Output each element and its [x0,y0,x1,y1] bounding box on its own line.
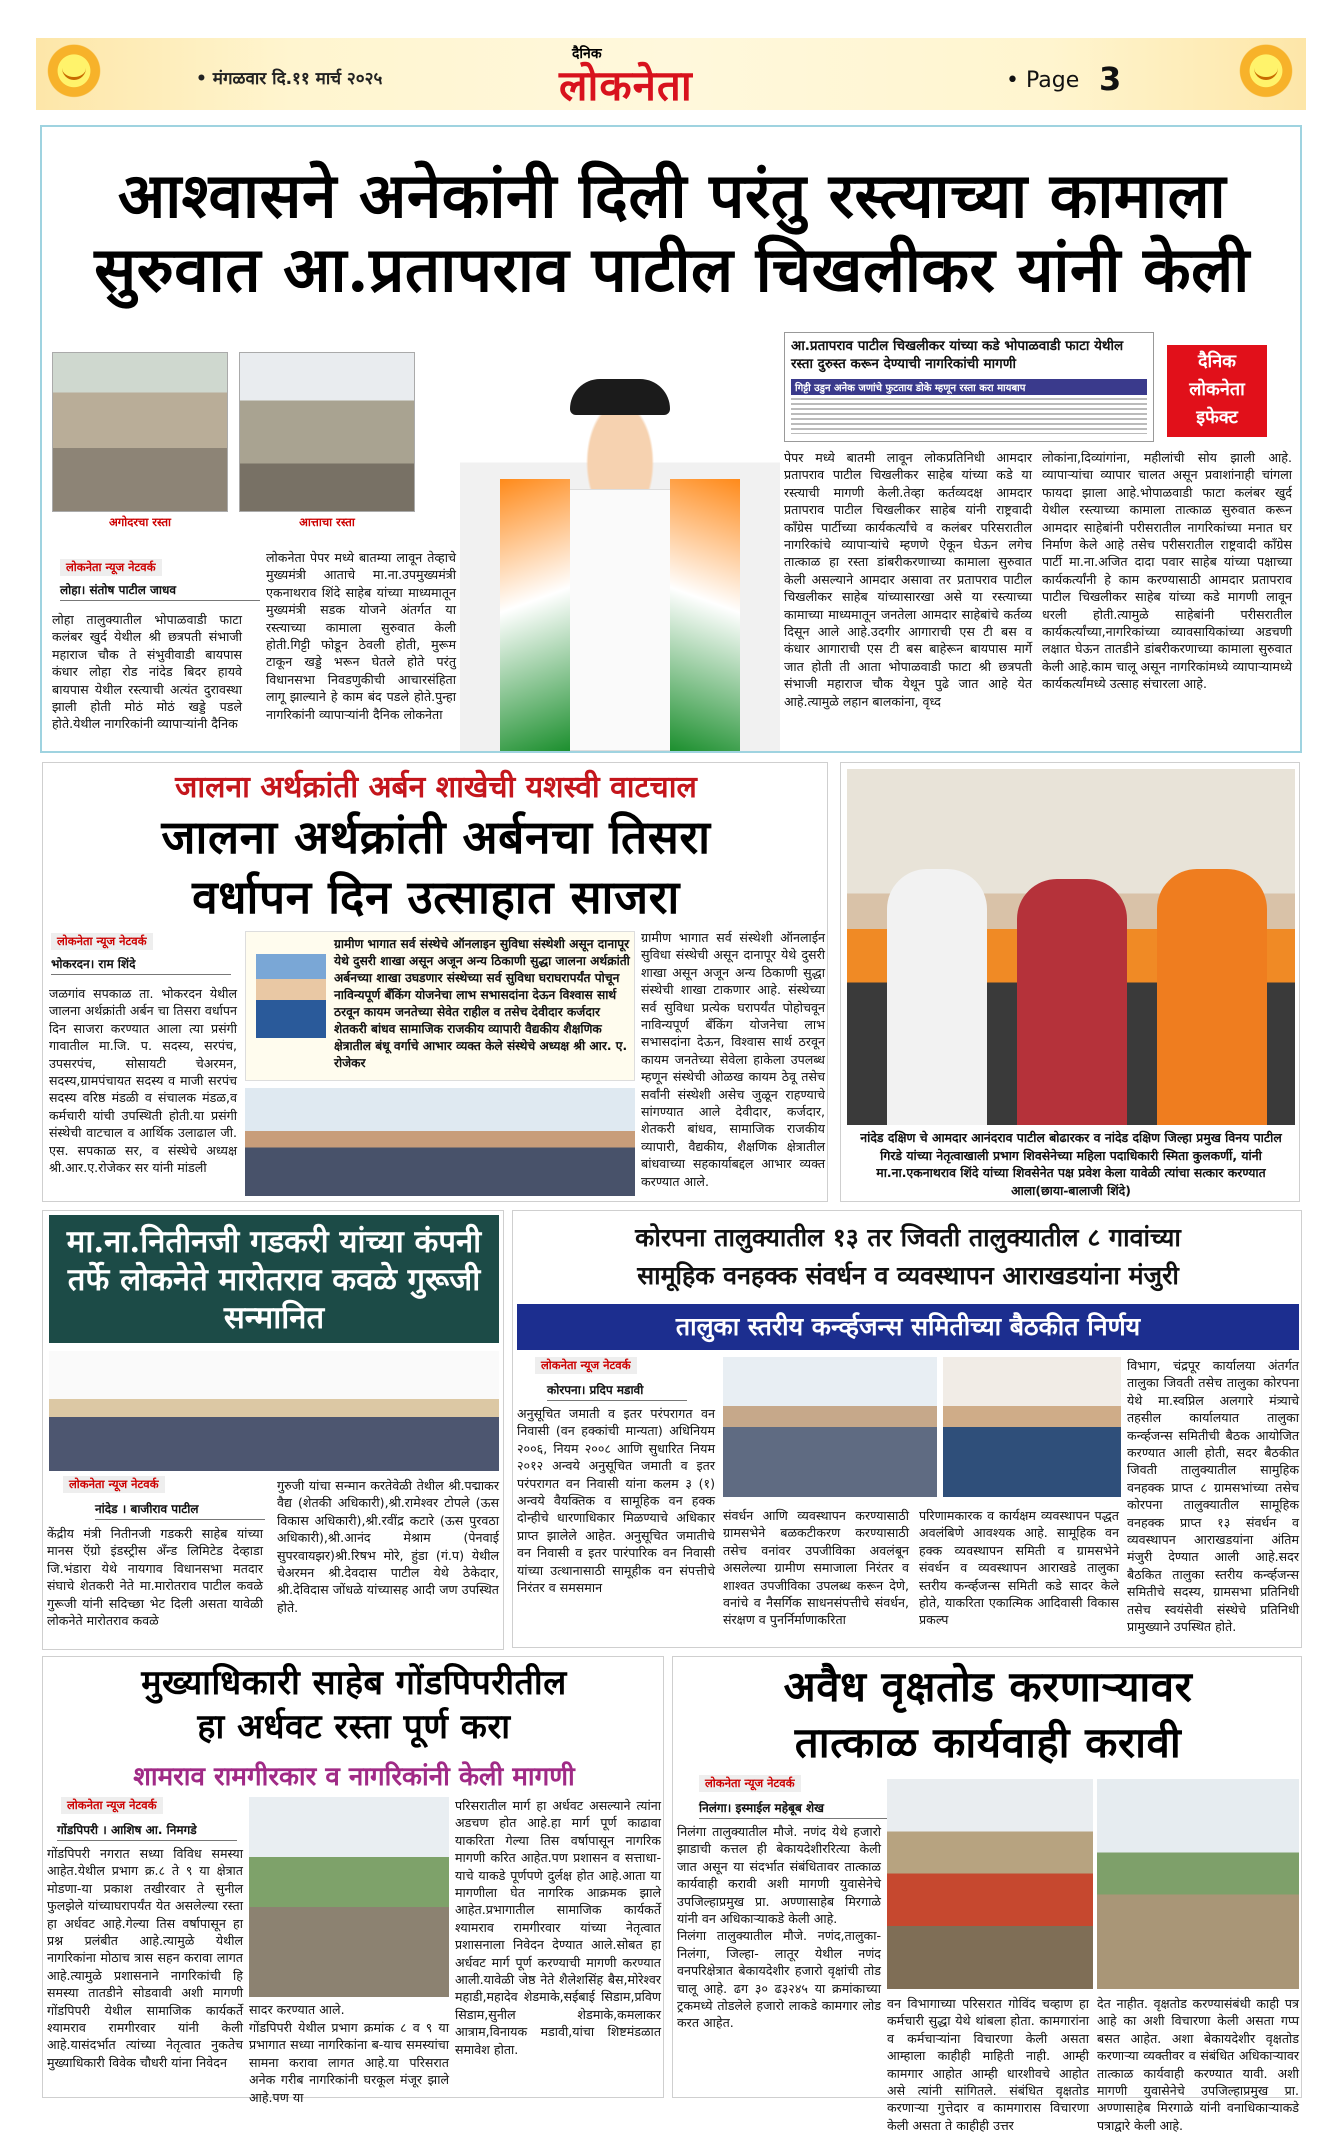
issue-date: • मंगळवार दि.११ मार्च २०२५ [196,69,383,89]
story-gadkari-honour [42,1210,504,1650]
story-shivsena-entry [840,762,1300,1202]
body-col-4: विभाग, चंद्रपूर कार्यालया अंतर्गत तालुका जिवती तसेच तालुका कोरपना येथे मा.स्वप्निल अलगारे मंत्र्याचे तहसील कार्यालयात तालुका कर्न्व्हजन्स समितीची बैठक आयोजित करण्यात आली होती, सदर बैठकीत जिवती तालुक्यातील सामुहिक वनहक्क प्राप्त ८ ग्रामसभांच्या तसेच कोरपना तालुक्यातील सामूहिक वनहक्क प्राप्त १३ संवर्धन व व्यवस्थापन आराखडयांना अंतिम मंजुरी देण्यात आली आहे.सदर बैठकित तालुका स्तरीय कर्न्व्हजन्स समितीचे सदस्य, ग्रामसभा प्रतिनिधी तसेच स्वयंसेवी संस्थेचे प्रतिनिधी प्रामुख्याने उपस्थित होते. [1127,1358,1304,1635]
highlight-text: ग्रामीण भागात सर्व संस्थेचे ऑनलाइन सुविधा संस्थेशी असून दानापूर येथे दुसरी शाखा असून अजून अन्य ठिकाणी सुद्धा जालना अर्थक्रांती अर्बनच्या शाखा उघडणार संस्थेच्या सर्व सुविधा घराघरापर्यंत पोचून नाविन्यपूर्ण बँकिंग योजनेचा लाभ सभासदांना देऊन विश्वास सार्थ ठरवून कायम जनतेच्या सेवेत राहील व तसेच देवीदार कर्जदार शेतकरी बांधव सामाजिक राजकीय व्यापारी वैद्यकीय शैक्षणिक क्षेत्रातील बंधू वर्गाचे आभार व्यक्त केले संस्थेचे अध्यक्ष श्री आर. ए. रोजेकर [334,937,630,1070]
sun-icon [42,42,106,106]
body-col-1: गोंडपिपरी नगरात सध्या विविध समस्या आहेत.येथील प्रभाग क्र.८ ते ९ या क्षेत्रात मोडणा-या प्रकाश तखीरवार ते सुनील फुलझेले यांच्याघरापर्यंत येत असलेल्या रस्ता हा अर्धवट आहे.गेल्या तिस वर्षापासून हा प्रश्न प्रलंबीत आहे.त्यामुळे येथील नागरिकांना मोठाच त्रास सहन करावा लागत आहे.त्यामुळे प्रशासनाने नागरिकांची हि समस्या तातडीने सोडवावी अशी मागणी गोंडपिपरी येथील सामाजिक कार्यकर्ते श्यामराव रामगीरवार यांनी केली आहे.यासंदर्भात त्यांच्या नेतृत्वात नुकतेच मुख्याधिकारी विवेक चौधरी यांना निवेदन [47,1846,248,2070]
photo-group [49,1351,499,1471]
photo-caption: सादर करण्यात आले. [249,2002,345,2017]
body-col-2: गोंडपिपरी येथील प्रभाग क्रमांक ८ व ९ या प्रभागात सध्या नागरिकांना ब-याच समस्यांचा सामना करावा लागत आहे.या परिसरात अनेक गरीब नागरिकांनी घरकूल मंजूर झाले आहे.पण या [249,2020,454,2105]
caption-before: अगोदरचा रस्ता [108,515,172,529]
photo-meeting-2 [943,1357,1121,1497]
kicker: जालना अर्थक्रांती अर्बन शाखेची यशस्वी वाटचाल [175,770,697,805]
byline: लोहा। संतोष पाटील जाधव [60,581,260,601]
photo-meeting-1 [723,1357,937,1497]
story-jalna-urban [42,762,828,1202]
page-label: • Page [1006,68,1080,93]
kicker: शामराव रामगीरकार व नागरिकांनी केली मागणी [133,1762,575,1792]
subhead-band [517,1304,1299,1350]
body-col-2: लोकनेता पेपर मध्ये बातम्या लावून तेव्हाचे मुख्यमंत्री आताचे मा.ना.उपमुख्यमंत्री एकनाथराव शिंदे साहेब यांच्या माध्यमातून मुख्यमंत्री सडक योजने अंतर्गत या रस्त्याच्या कामाला सुरुवात केली होती.गिट्टी फोडून ठेवली होती, मुरूम टाकून खड्डे भरून घेतले होते परंतु विधानसभा निवडणुकीची आचारसंहिता लागू झाल्याने हे काम बंद पडले होते.पुन्हा नागरिकांनी व्यापाऱ्यांनी दैनिक लोकनेता [266,550,461,722]
byline: भोकरदन। राम शिंदे [51,955,231,975]
headline: अवैध वृक्षतोड करणाऱ्यावर तात्काळ कार्यवाही करावी [783,1662,1193,1767]
network-tag: लोकनेता न्यूज नेटवर्क [63,1476,165,1493]
photo-event [245,1088,635,1196]
paper-name: लोकनेता [559,61,693,110]
subhead: तालुका स्तरीय कर्न्व्हजन्स समितीच्या बैठकीत निर्णय [675,1312,1141,1341]
headline: मुख्याधिकारी साहेब गोंडपिपरीतील हा अर्धवट रस्ता पूर्ण करा [141,1663,567,1747]
headline: मा.ना.नितीनजी गडकरी यांच्या कंपनी तर्फे लोकनेते मारोतराव कवळे गुरूजी सन्मानित [66,1224,482,1336]
photo-felicitation [847,769,1295,1125]
network-tag: लोकनेता न्यूज नेटवर्क [535,1357,637,1374]
network-tag: लोकनेता न्यूज नेटवर्क [51,933,153,950]
photo-caption: नांदेड दक्षिण चे आमदार आनंदराव पाटील बोढारकर व नांदेड दक्षिण जिल्हा प्रमुख विनय पाटील गिरडे यांच्या नेतृत्वाखाली प्रभाग शिवसेनेच्या महिला पदाधिकारी स्मिता कुलकर्णी, यांनी मा.ना.एकनाथराव शिंदे यांच्या शिवसेनेत पक्ष प्रवेश केला यावेळी त्यांचा सत्कार करण्यात आला(छाया-बालाजी शिंदे) [860,1130,1282,1198]
sun-icon [1234,42,1298,106]
story-forest-rights [512,1210,1302,1648]
body-col-2: गुरुजी यांचा सन्मान करतेवेळी तेथील श्री.पद्माकर वैद्य (शेतकी अधिकारी),श्री.रामेश्वर टोपले (ऊस विकास अधिकारी),श्री.रवींद्र कटारे (ऊस पुरवठा अधिकारी),श्री.आनंद मेश्राम (पेनवाई सुपरवायझर)श्री.रिषभ मोरे, हुंडा (गं.प) येथील चेअरमन श्री.देवदास पाटील येथे ठेकेदार, श्री.देविदास जोंधळे यांच्यासह आदी जण उपस्थित होते. [277,1478,504,1615]
byline: गोंडपिपरी । आशिष आ. निमगडे [57,1821,237,1841]
highlight-box [245,931,635,1081]
body-col-1: जळगांव सपकाळ ता. भोकरदन येथील जालना अर्थक्रांती अर्बन चा तिसरा वर्धापन दिन साजरा करण्यात आला त्या प्रसंगी गावातील मा.जि. प. सदस्य, सरपंच, उपसरपंच, सोसायटी चेअरमन, सदस्य,ग्रामपंचायत सदस्य व माजी सरपंच सदस्य वरिष्ठ मंडळी व संचालक मंडळ,व कर्मचारी यांची उपस्थिती होती.या प्रसंगी संस्थेची वाटचाल व आर्थिक उलाढाल जी. एस. सपकाळ सर, व संस्थेचे अध्यक्ष श्री.आर.ए.रोजेकर सर यांनी मांडली [49,986,242,1176]
byline: नांदेड । बाजीराव पाटील [95,1500,265,1520]
body-col-1: अनुसूचित जमाती व इतर परंपरागत वन निवासी (वन हक्कांची मान्यता) अधिनियम २००६, नियम २००८ आणि सुधारित नियम २०१२ अन्वये अनुसूचित जमाती व इतर परंपरागत वन निवासी यांना कलम ३ (१) अन्वये वैयक्तिक व सामूहिक वन हक्क दोन्हीचे धारणाधिकार मिळण्याचे अधिकार प्राप्त झालेले आहेत. अनुसूचित जमातीचे वन निवासी व इतर पारंपारिक वन निवासी यांच्या उत्थानासाठी सामूहीक वन संपत्तीचे निरंतर व समसमान [517,1406,720,1596]
byline: निलंगा। इस्माईल महेबूब शेख [699,1799,899,1819]
photo-lane [249,1797,449,1997]
body-col-3: देत नाहीत. वृक्षतोड करण्यासंबंधी काही पत्र आहे का अशी विचारणा केली असता गप्प बसत आहेत. अशा बेकायदेशीर वृक्षतोड करणाऱ्या व्यक्तीवर व संबंधित अधिकाऱ्यावर तात्काळ कार्यवाही करण्यात यावी. अशी मागणी युवासेनेचे उपजिल्हाप्रमुख प्रा. अण्णासाहेब मिरगाळे यांनी वनाधिकाऱ्याकडे पत्राद्वारे केली आहे. [1097,1996,1304,2133]
body-col-3: ग्रामीण भागात सर्व संस्थेशी ऑनलाईन सुविधा संस्थेची असून दानापूर येथे दुसरी शाखा असून अजून अन्य ठिकाणी सुद्धा संस्थेची शाखा टाकणार आहे. संस्थेच्या सर्व सुविधा प्रत्येक घरापर्यंत पोहोचवून नाविन्यपूर्ण बँकिंग योजनेचा लाभ सभासदांना देऊन, विश्वास सार्थ ठरवून कायम जनतेच्या सेवेला हाकेला उपलब्ध म्हणून संस्थेची ओळख कायम ठेवू तसेच सर्वांनी संस्थेशी असेच जुळून राहण्याचे सांगण्यात आले देवीदार, कर्जदार, शेतकरी बांधव, सामाजिक राजकीय व्यापारी, वैद्यकीय, शैक्षणिक क्षेत्रातील बांधवाच्या सहकार्याबद्दल आभार व्यक्त करण्यात आले. [641,930,830,1189]
caption-now: आत्ताचा रस्ता [299,515,355,529]
story-road-work [40,125,1302,753]
effect-badge: दैनिक लोकनेता इफेक्ट [1167,345,1267,437]
body-col-1: लोहा तालुक्यातील भोपाळवाडी फाटा कलंबर खुर्द येथील श्री छत्रपती संभाजी महाराज चौक ते संभुवीवाडी बायपास कंधार लोहा रोड नांदेड बिदर हायवे बायपास येथील रस्त्याची अत्यंत दुरावस्था झाली होती मोठं मोठं खड्डे पडले होते.येथील नागरिकांनी व्यापाऱ्यांनी दैनिक [52,612,247,732]
headline: कोरपना तालुक्यातील १३ तर जिवती तालुक्यातील ८ गावांच्या सामूहिक वनहक्क संवर्धन व व्यवस्थापन आराखडयांना मंजुरी [635,1223,1181,1290]
body-col-3: परिसरातील मार्ग हा अर्धवट असल्याने त्यांना अडचण होत आहे.हा मार्ग पूर्ण काढावा याकरिता गेल्या तिस वर्षापासून नागरिक मागणी करित आहेत.पण प्रशासन व सत्ताधा-याचे याकडे पूर्णपणे दुर्लक्ष होत आहे.आता या मागणीला घेत नागरिक आक्रमक झाले आहेत.प्रभागातील सामाजिक कार्यकर्ते श्यामराव रामगीरवार यांच्या नेतृत्वात प्रशासनाला निवेदन देण्यात आले.सोबत हा अर्धवट मार्ग पूर्ण करण्याची मागणी करण्यात आली.यावेळी जेष्ठ नेते शैलेशसिंह बैस,मोरेश्वर महाडी,महादेव शेडमाके,सईबाई सिडाम,प्रविण सिडाम,सुनील शेडमाके,कमलाकर आत्राम,विनायक मडावी,यांचा शिष्टमंडळात समावेश होता. [455,1798,666,2057]
photo-road-before [52,352,228,512]
story-gondpipri-road [42,1656,666,2105]
news-clipping: आ.प्रतापराव पाटील चिखलीकर यांच्या कडे भोपाळवाडी फाटा येथील रस्ता दुरुस्त करून देण्याची नागरिकांची मागणी गिट्टी उडुन अनेक जणांचे फुटताय डोके म्हणून रस्ता करा मायबाप [784,332,1154,442]
photo-mla-portrait [460,339,780,751]
body-col-1: केंद्रीय मंत्री नितीनजी गडकरी साहेब यांच्या मानस ऍग्रो इंडस्ट्रीस अँन्ड लिमिटेड देव्हाडा जि.भंडारा येथे नायगाव विधानसभा मतदार संघाचे शेतकरी नेते मा.मारोतराव पाटील कवळे गुरूजी यांनी सदिच्छा भेट दिली असता यावेळी लोकनेते मारोतराव कवळे [47,1526,268,1629]
headline: आश्वासने अनेकांनी दिली परंतु रस्त्याच्या कामाला सुरुवात आ.प्रतापराव पाटील चिखलीकर यांनी केली [94,159,1250,306]
photo-truck [887,1779,1093,1989]
photo-site [1097,1779,1299,1989]
masthead [36,38,1306,110]
body-col-4: लोकांना,दिव्यांगांना, महीलांची सोय झाली आहे. व्यापाऱ्यांचा व्यापार चालत असून प्रवाशांनाही चांगला फायदा झाला आहे.भोपाळवाडी फाटा कलंबर खुर्द येथील रस्त्याच्या कामाला तात्काळ सुरुवात करून आमदार साहेबांनी परीसरातील नागरिकांच्या मनात घर निर्माण केले आहे तसेच परीसरातील राष्ट्रवादी कॉंग्रेस पार्टी मा.ना.अजित दादा पवार साहेब यांच्या पक्षाच्या कार्यकर्त्यांनी हे काम करण्यासाठी आमदार प्रतापराव पाटील चिखलीकर साहेब यांच्या कडे मागणी लावून धरली होती.त्यामुळे साहेबांनी परीसरातील कार्यकर्त्यांच्या,नागरिकांच्या व्यावसायिकांच्या अडचणी लक्षात घेऊन तातडीने डांबरीकरणाच्या कामाला सुरुवात केली आहे.काम चालू असून नागरिकांमध्ये व्यापाऱ्यामध्ये कार्यकर्त्यांमध्ये उत्साह संचारला आहे. [1042,450,1297,692]
body-col-3: परिणामकारक व कार्यक्षम व्यवस्थापन पद्धत अवलंबिणे आवश्यक आहे. सामूहिक वन हक्क व्यवस्थापन समिती व ग्रामसभेने संवर्धन व व्यवस्थापन आराखडे तालुका स्तरीय कर्न्व्हजन्स समिती कडे सादर केले होते, याकरिता एकात्मिक आदिवासी विकास प्रकल्प [919,1508,1124,1628]
byline: कोरपना। प्रदिप मडावी [547,1381,687,1401]
page-number: 3 [1099,60,1122,98]
photo-chairman [256,954,326,1038]
body-col-2: वन विभागाच्या परिसरात गोविंद चव्हाण हा कर्मचारी सुद्धा येथे थांबला होता. कामगारांना व कर्मचाऱ्यांना विचारणा केली असता आम्हाला काहीही माहिती नाही. आम्ही कामगार आहोत आम्ही धारशीवचे आहोत असे त्यांनी सांगितले. संबंधित वृक्षतोड करणाऱ्या गुत्तेदार व कामगारास विचारणा केली असता ते काहीही उत्तर [887,1996,1094,2133]
story-illegal-tree-felling [672,1656,1304,2133]
headline-box [49,1215,499,1343]
body-col-2: संवर्धन आणि व्यवस्थापन करण्यासाठी ग्रामसभेने बळकटीकरण करण्यासाठी तसेच वनांवर उपजीविका अवलंबून असलेल्या ग्रामीण समाजाला निरंतर व शाश्वत उपजीविका उपलब्ध करून देणे, वनांचे व नैसर्गिक साधनसंपत्तीचे संवर्धन, संरक्षण व पुनर्निर्माणाकरिता [723,1508,914,1628]
headline: जालना अर्थक्रांती अर्बनचा तिसरा वर्धापन दिन उत्साहात साजरा [161,810,711,924]
photo-road-now [239,352,415,512]
paper-small: दैनिक [572,46,602,62]
network-tag: लोकनेता न्यूज नेटवर्क [699,1775,801,1792]
network-tag: लोकनेता न्यूज नेटवर्क [61,1797,163,1814]
body-col-1: निलंगा तालुक्यातील मौजे. नणंद येथे हजारो झाडाची कत्तल ही बेकायदेशीररित्या केली जात असून या संदर्भात संबंधितावर तात्काळ कार्यवाही करावी अशी मागणी युवासेनेचे उपजिल्हाप्रमुख प्रा. अण्णासाहेब मिरगाळे यांनी वन अधिकाऱ्याकडे केली आहे. निलंगा तालुक्यातील मौजे. नणंद,तालुका- निलंगा, जिल्हा- लातूर येथील नणंद वनपरिक्षेत्रात बेकायदेशीर हजारो वृक्षांची तोड चालू आहे. ढग ३० ढ३२४५ या क्रमांकाच्या ट्रकमध्ये तोडलेले हजारो लाकडे कामगार लोड करत आहेत. [677,1824,881,2031]
network-tag: लोकनेता न्यूज नेटवर्क [60,559,162,576]
body-col-3: पेपर मध्ये बातमी लावून लोकप्रतिनिधी आमदार प्रतापराव पाटील चिखलीकर साहेब यांच्या कडे या रस्त्याची मागणी केली.तेव्हा कर्तव्यदक्ष आमदार प्रतापराव पाटील चिखलीकर साहेब यांनी राष्ट्रवादी कॉंग्रेस पार्टीच्या कार्यकर्त्यांचे व कलंबर परिसरातील नागरिकांचे व्यापाऱ्यांचे म्हणणे ऐकून घेऊन लगेच तात्काळ हा रस्ता डांबरीकरणाच्या कामाला सुरुवात केली असल्याने आमदार असावा तर प्रतापराव पाटील चिखलीकर साहेब यांच्यासारखा असे या रस्त्याच्या कामाच्या माध्यमातून जनतेला आमदार साहेबांचे कर्तव्य दिसून आले आहे.उदगीर आगाराची एस टी बस व कंधार आगाराची एस टी बस बाहेरून बायपास मार्गे जात होती ती आता भोपाळवाडी फाटा श्री छत्रपती संभाजी महाराज चौक येथून पुढे जात आहे येत आहे.त्यामुळे लहान बालकांना, वृध्द [784,450,1037,709]
